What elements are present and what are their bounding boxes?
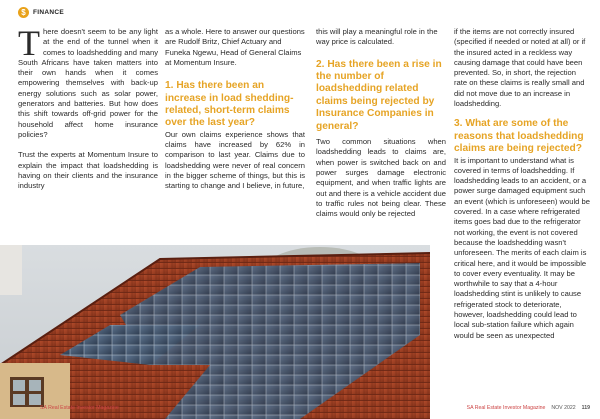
footer-date: NOV 2022 [551,405,576,411]
dollar-coin-icon: $ [18,7,29,18]
solar-roof-photo [0,245,430,419]
question-2-heading: 2. Has there been a rise in the number of loadshedding related claims being rejected by Insurance Companies in general? [316,58,442,132]
intro-text: here doesn't seem to be any light at the end of the tunnel when it comes to loadshedding and many South Africans have taken matters into their own hands when it comes empowering themselves with back-up energy solutions such as solar power, generators and batteries. But how does this shift towards off-grid power for the household affect home insurance policies? [18,27,158,139]
question-1-heading: 1. Has there been an increase in load shedding-related, short-term claims over the last year? [165,80,294,129]
answer-1: Our own claims experience shows that claims have increased by 62% in comparison to last year. Claims due to loadshedding were never of real concern in the bigger scheme of things, but this is starting to change and I believe, in future, [165,129,305,191]
footer-left: SA Real Estate Investor Magazine [40,405,119,411]
answer-2: Two common situations when loadshedding leads to claims are, when power is switched back on and power surges damage electronic equipment, and when traffic lights are out and there is a vehicle accident due to traffic rules not being clear. These claims would only be rejected [316,137,446,219]
column-3 [316,27,446,219]
paragraph-4: this will play a meaningful role in the way price is calculated. [316,27,438,47]
column-2 [165,27,305,192]
column-4 [454,27,591,341]
section-tag [18,7,64,18]
solar-roof-illustration [0,245,430,419]
paragraph-2: Trust the experts at Momentum Insure to explain the impact that loadshedding is having on their clients and the insurance industry [18,150,158,191]
drop-cap: T [18,23,40,63]
section-label: FINANCE [33,9,64,16]
footer-right [467,405,590,411]
paragraph-3: as a whole. Here to answer our questions are Rudolf Britz, Chief Actuary and Funeka Ngewu, Head of General Claims at Momentum Insure. [165,27,305,67]
question-3-heading: 3. What are some of the reasons that loadshedding claims are being rejected? [454,118,584,155]
footer-magazine: SA Real Estate Investor Magazine [466,405,546,411]
column-1 [18,23,158,191]
answer-3: It is important to understand what is covered in terms of loadshedding. If loadshedding leads to an accident, or a power surge damaged equipment such an event (which is unforeseen) would be covered. In a case where refrigerated items goes bad due to the refrigerator not working, the event is not covered because the loadshedding wasn't unforeseen. The merits of each claim is critical here, and it would be impossible to cover every eventuality. It may be worthwhile to say that a 4-hour loadshedding stint is unlikely to cause refrigerated stock to deteriorate, however, loadshedding could lead to local sub-station failure which again would be seen as unexpected [454,155,590,340]
page-number: 119 [581,405,590,411]
paragraph-5: if the items are not correctly insured (specified if needed or noted at all) or if the insured acted in a reckless way causing damage that could have been prevented. So, in short, the rejection rate on these claims is really small and did not move due to an increase in loadshedding. [454,27,586,109]
intro-paragraph [18,23,158,140]
